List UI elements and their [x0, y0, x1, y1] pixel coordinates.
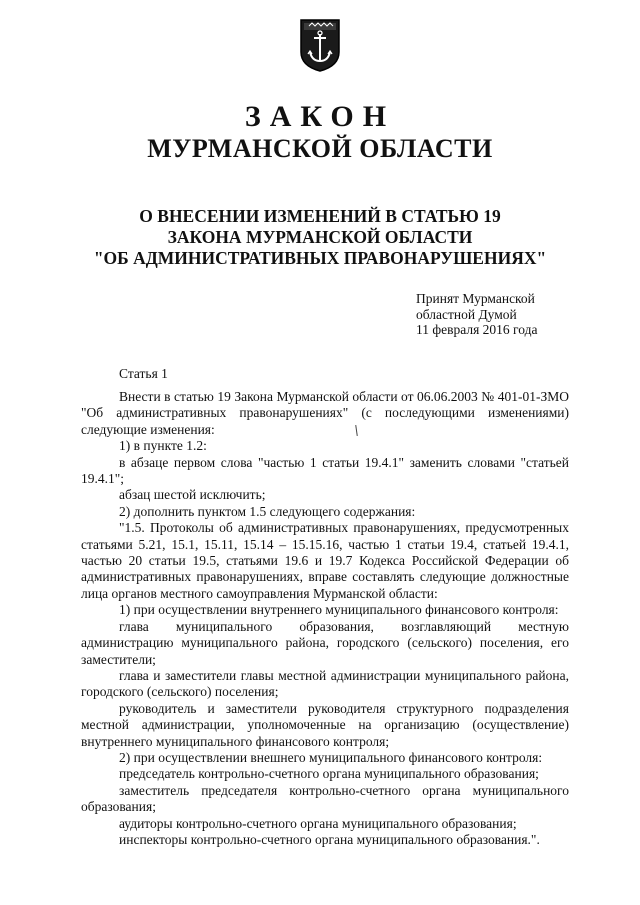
article-paragraph: руководитель и заместители руководителя структурного подразделения местной администрации, уполномоченные на организацию (осуществление) внутреннего муниципального финансового контроля; [81, 700, 569, 749]
article-paragraph: Внести в статью 19 Закона Мурманской области от 06.06.2003 № 401-01-ЗМО "Об административных правонарушениях" (с последующими изменениями) следующие изменения: [81, 389, 569, 437]
coat-of-arms-emblem [299, 18, 341, 72]
adoption-line: Принят Мурманской [416, 291, 535, 306]
subtitle-line: "ОБ АДМИНИСТРАТИВНЫХ ПРАВОНАРУШЕНИЯХ" [93, 248, 547, 268]
article-paragraph: 1) при осуществлении внутреннего муниципального финансового контроля: [119, 602, 559, 618]
subtitle-line: О ВНЕСЕНИИ ИЗМЕНЕНИЙ В СТАТЬЮ 19 [139, 206, 501, 226]
article-paragraph: 2) дополнить пунктом 1.5 следующего содержания: [119, 503, 416, 519]
subtitle-line: ЗАКОНА МУРМАНСКОЙ ОБЛАСТИ [167, 227, 473, 247]
article-paragraph: председатель контрольно-счетного органа муниципального образования; [119, 766, 539, 782]
article-paragraph: глава муниципального образования, возглавляющий местную администрацию муниципального района, городского (сельского) поселения, его заместители; [81, 618, 569, 667]
article-paragraph: 2) при осуществлении внешнего муниципального финансового контроля: [119, 749, 543, 765]
article-paragraph: в абзаце первом слова "частью 1 статьи 19.4.1" заменить словами "статьей 19.4.1"; [81, 454, 569, 487]
article-paragraph: инспекторы контрольно-счетного органа муниципального образования.". [119, 831, 540, 847]
adoption-info [416, 291, 537, 338]
law-subtitle [0, 206, 640, 269]
article-paragraph: абзац шестой исключить; [119, 487, 266, 503]
article-body [81, 389, 569, 848]
law-title: ЗАКОН [244, 100, 396, 133]
article-heading: Статья 1 [119, 366, 168, 381]
article-paragraph: заместитель председателя контрольно-счетного органа муниципального образования; [81, 782, 569, 815]
article-paragraph: аудиторы контрольно-счетного органа муниципального образования; [119, 815, 517, 831]
article-paragraph: "1.5. Протоколы об административных правонарушениях, предусмотренных статьями 5.21, 15.1, 15.11, 15.14 – 15.15.16, частью 1 статьи 19.4, статьей 19.4.1, частью 20 статьи 19.5, статьями 19.6 и 19.7 Кодекса Российской Федерации об административных правонарушениях, вправе составлять следующие должностные лица органов местного самоуправления Мурманской области: [81, 520, 569, 601]
adoption-line: областной Думой [416, 306, 517, 322]
article-paragraph: 1) в пункте 1.2: [119, 438, 207, 454]
coat-of-arms-icon [299, 18, 341, 72]
region-title: МУРМАНСКОЙ ОБЛАСТИ [147, 134, 493, 163]
article-paragraph: глава и заместители главы местной администрации муниципального района, городского (сельского) поселения; [81, 667, 569, 700]
adoption-date: 11 февраля 2016 года [416, 322, 538, 337]
